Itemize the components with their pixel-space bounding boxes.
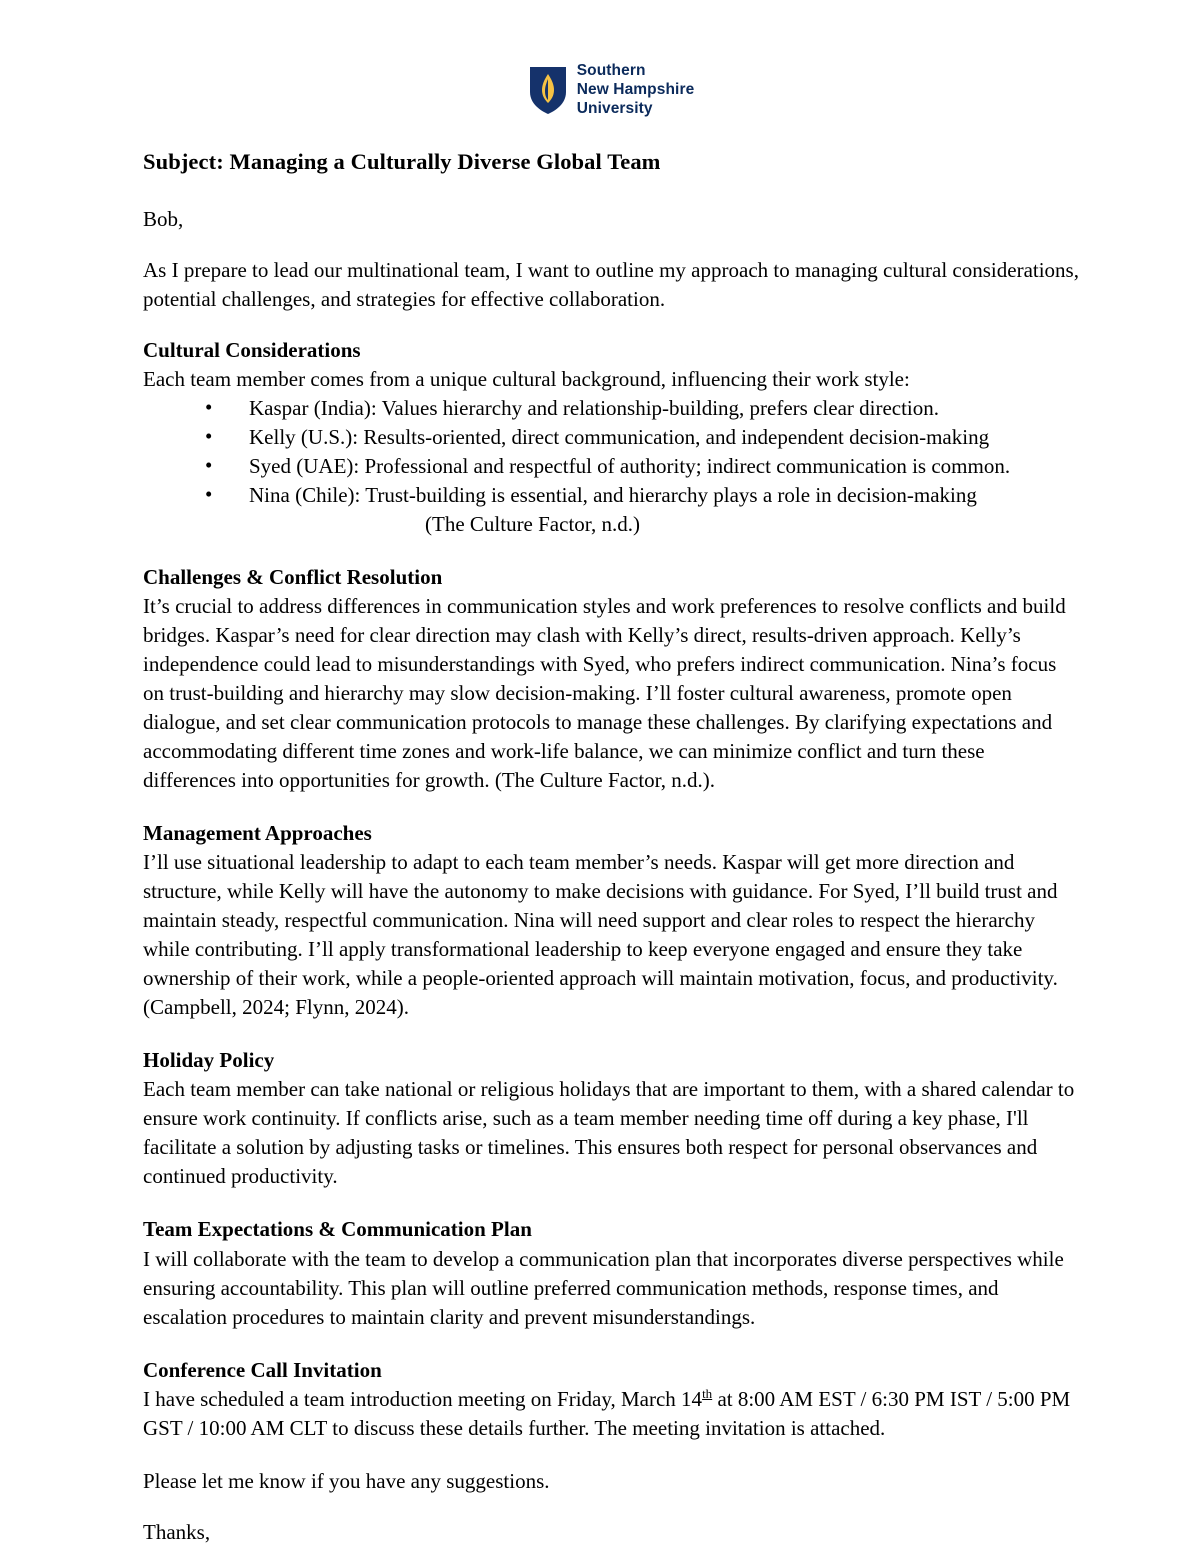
section-citation: (The Culture Factor, n.d.) <box>425 511 640 536</box>
list-item: • Kaspar (India): Values hierarchy and relationship-building, prefers clear direction. <box>205 394 1080 423</box>
section-heading: Team Expectations & Communication Plan <box>143 1217 532 1242</box>
list-item: • Syed (UAE): Professional and respectful of authority; indirect communication is common. <box>205 452 1080 481</box>
section-body: I’ll use situational leadership to adapt to each team member’s needs. Kaspar will get more direction and structure, while Kelly will have the autonomy to make decisions with guidance. For Syed, I’ll build trust and maintain steady, respectful communication. Nina will need support and clear roles to respect the hierarchy while contributing. I’ll apply transformational leadership to keep everyone engaged and ensure they take ownership of their work, while a people-oriented approach will maintain motivation, focus, and productivity. (Campbell, 2024; Flynn, 2024). <box>143 850 1058 1020</box>
logo-line-2: New Hampshire <box>576 80 695 98</box>
section-heading: Management Approaches <box>143 820 372 845</box>
section-conference-call-invitation <box>143 1356 1080 1443</box>
section-body: Each team member can take national or religious holidays that are important to them, with a shared calendar to ensure work continuity. If conflicts arise, such as a team member needing time off during a key phase, I'll facilitate a solution by adjusting tasks or timelines. This ensures both respect for personal observances and continued productivity. <box>143 1077 1075 1189</box>
signoff: Thanks, <box>143 1519 211 1544</box>
logo-line-1: Southern <box>576 62 646 79</box>
university-logo <box>143 62 1080 119</box>
section-body: I will collaborate with the team to develop a communication plan that incorporates diverse perspectives while ensuring accountability. This plan will outline preferred communication methods, response times, and escalation procedures to maintain clarity and prevent misunderstandings. <box>143 1246 1064 1329</box>
section-lead: Each team member comes from a unique cultural background, influencing their work style: <box>143 366 910 391</box>
section-heading: Cultural Considerations <box>143 337 361 362</box>
section-holiday-policy <box>143 1046 1080 1191</box>
section-heading: Holiday Policy <box>143 1048 275 1073</box>
conference-body <box>143 1385 1080 1443</box>
logo-wordmark <box>577 62 695 119</box>
section-heading: Conference Call Invitation <box>143 1357 382 1382</box>
section-challenges-conflict-resolution <box>143 563 1080 795</box>
section-heading: Challenges & Conflict Resolution <box>143 564 443 589</box>
list-item: • Kelly (U.S.): Results-oriented, direct communication, and independent decision-making <box>205 423 1080 452</box>
logo-inner <box>529 62 695 119</box>
conference-text-part2: at 8:00 AM EST / 6:30 PM IST / 5:00 PM GST / 10:00 AM CLT to discuss these details further. The meeting invitation is attached. <box>143 1386 1071 1440</box>
conference-text-part1: I have scheduled a team introduction meeting on Friday, March 14 <box>143 1386 703 1411</box>
section-body: It’s crucial to address differences in communication styles and work preferences to resolve conflicts and build bridges. Kaspar’s need for clear direction may clash with Kelly’s direct, results-driven approach. Kelly’s independence could lead to misunderstandings with Syed, who prefers indirect communication. Nina’s focus on trust-building and hierarchy may slow decision-making. I’ll foster cultural awareness, promote open dialogue, and set clear communication protocols to manage these challenges. By clarifying expectations and accommodating different time zones and work-life balance, we can minimize conflict and turn these differences into opportunities for growth. (The Culture Factor, n.d.). <box>143 594 1066 792</box>
section-cultural-considerations <box>143 336 1080 539</box>
section-team-expectations <box>143 1215 1080 1331</box>
section-management-approaches <box>143 819 1080 1022</box>
logo-line-3: University <box>576 99 653 117</box>
cultural-bullet-list <box>143 394 1080 510</box>
snhu-shield-icon <box>529 65 567 115</box>
list-item: • Nina (Chile): Trust-building is essential, and hierarchy plays a role in decision-making <box>205 481 1080 510</box>
document-subject: Subject: Managing a Culturally Diverse Global Team <box>143 148 661 174</box>
salutation: Bob, <box>143 206 184 231</box>
date-ordinal-suffix: th <box>702 1385 713 1401</box>
intro-paragraph: As I prepare to lead our multinational team, I want to outline my approach to managing cultural considerations, potential challenges, and strategies for effective collaboration. <box>143 257 1079 311</box>
closing-request: Please let me know if you have any suggestions. <box>143 1468 550 1493</box>
